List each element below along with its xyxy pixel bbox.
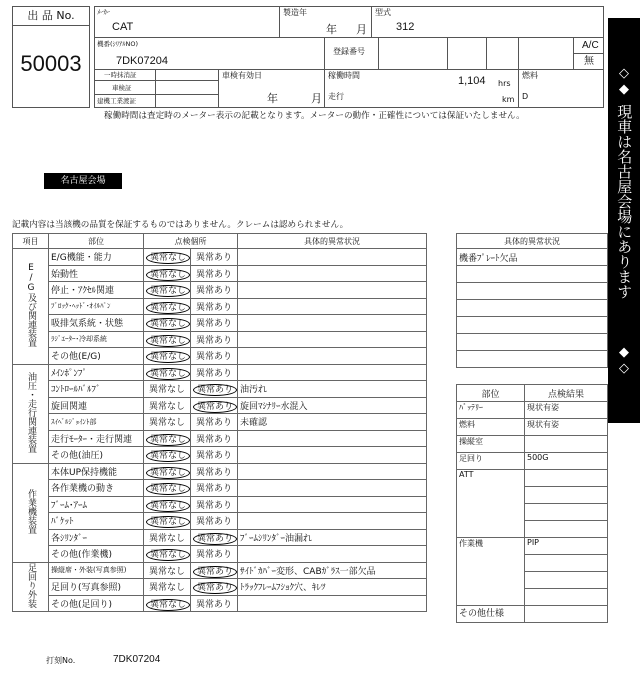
no-issue-label: 異常なし [146, 368, 190, 380]
lot-number-box [12, 6, 90, 108]
part-cell: ﾗｼﾞｴｰﾀｰ･冷却系統 [49, 331, 144, 348]
detail-cell [238, 546, 427, 563]
table-row [457, 317, 608, 334]
table-row [13, 595, 427, 612]
no-issue-label: 異常なし [146, 351, 190, 363]
issue-label: 異常あり [195, 418, 232, 429]
table-row [13, 546, 427, 563]
part-cell: 本体UP保持機能 [49, 463, 144, 480]
check-none [144, 348, 191, 365]
inspection-table [12, 233, 427, 612]
check-abnormal [191, 331, 238, 348]
extra-detail-cell [457, 317, 608, 334]
no-issue-label: 異常なし [146, 450, 190, 462]
table-row [13, 430, 427, 447]
inspection-month-unit: 月 [311, 92, 322, 105]
check-abnormal [191, 463, 238, 480]
no-issue-label: 異常なし [146, 285, 190, 297]
table-row [457, 334, 608, 351]
detail-cell [238, 496, 427, 513]
hours-label: 稼働時間 [328, 71, 360, 80]
table-row [13, 381, 427, 398]
table-row [13, 579, 427, 596]
header-check: 点検個所 [144, 234, 238, 249]
table-row [457, 300, 608, 317]
equip-part: 燃料 [457, 419, 525, 436]
category-cell [13, 364, 49, 463]
table-row [13, 397, 427, 414]
equip-header-result: 点検結果 [525, 385, 608, 402]
detail-cell [238, 249, 427, 266]
issue-label: 異常あり [195, 352, 232, 363]
no-issue-label: 異常なし [146, 318, 190, 330]
detail-cell [238, 348, 427, 365]
detail-cell: ﾄﾗｯｸﾌﾚｰﾑﾌｼｮｸ穴、ｷﾚﾂ [238, 579, 427, 596]
category-cell [13, 249, 49, 365]
table-row [457, 453, 608, 470]
registration-label: 登録番号 [333, 47, 365, 56]
table-row [13, 463, 427, 480]
diamond-open-icon: ◇ [619, 361, 629, 376]
divider [486, 37, 487, 69]
issue-label: 異常あり [195, 467, 232, 478]
table-row [457, 606, 608, 623]
issue-label: 異常あり [195, 599, 232, 610]
category-label: 足回り外装 [26, 562, 36, 608]
divider [447, 37, 448, 69]
check-none [144, 513, 191, 530]
detail-cell: 旋回ﾏｼﾅﾘｰ水混入 [238, 397, 427, 414]
check-none [144, 595, 191, 612]
divider [94, 94, 218, 95]
no-issue-label: 異常なし [146, 252, 190, 264]
part-cell: ﾌﾞﾛｯｸ･ﾍｯﾄﾞ･ｵｲﾙﾊﾟﾝ [49, 298, 144, 315]
check-none [144, 331, 191, 348]
check-none [144, 414, 191, 431]
hours-value: 1,104 [458, 75, 486, 87]
work-value: PIP [525, 538, 608, 555]
part-cell: 始動性 [49, 265, 144, 282]
table-row [13, 496, 427, 513]
divider [94, 80, 218, 81]
check-none [144, 480, 191, 497]
detail-cell [238, 331, 427, 348]
table-row [13, 265, 427, 282]
no-issue-label: 異常なし [148, 566, 185, 577]
check-abnormal [191, 315, 238, 332]
header-detail: 具体的異常状況 [238, 234, 427, 249]
header-part: 部位 [49, 234, 144, 249]
att-value [525, 521, 608, 538]
work-value [525, 572, 608, 589]
table-row [13, 315, 427, 332]
issue-label: 異常あり [195, 550, 232, 561]
divider [573, 53, 604, 54]
check-none [144, 364, 191, 381]
category-cell [13, 463, 49, 562]
issue-label: 異常あり [195, 319, 232, 330]
ac-label: A/C [582, 40, 599, 51]
travel-label: 走行 [328, 92, 344, 101]
divider [573, 37, 574, 69]
issue-label: 異常あり [193, 384, 237, 396]
detail-cell: ｻｲﾄﾞｶﾊﾞｰ変形、CABｶﾞﾗｽ一部欠品 [238, 562, 427, 579]
check-abnormal [191, 480, 238, 497]
detail-cell [238, 364, 427, 381]
check-abnormal [191, 496, 238, 513]
check-abnormal [191, 265, 238, 282]
equipment-check-table [456, 384, 608, 623]
table-row [13, 249, 427, 266]
maker-label: ﾒｰｶｰ [97, 8, 110, 16]
no-issue-label: 異常なし [148, 418, 185, 429]
divider [155, 69, 156, 108]
no-issue-label: 異常なし [146, 467, 190, 479]
check-none [144, 381, 191, 398]
divider [324, 37, 325, 108]
issue-label: 異常あり [195, 253, 232, 264]
table-row [457, 470, 608, 487]
fuel-value: D [522, 92, 529, 101]
check-none [144, 298, 191, 315]
serial-value: 7DK07204 [116, 55, 168, 67]
extra-detail-table [456, 233, 608, 368]
equip-header-part: 部位 [457, 385, 525, 402]
table-row [13, 331, 427, 348]
extra-detail-cell [457, 283, 608, 300]
part-cell: ﾌﾞｰﾑ･ｱｰﾑ [49, 496, 144, 513]
equip-part: ﾊﾞｯﾃﾘｰ [457, 402, 525, 419]
divider [94, 69, 604, 70]
other-spec-label: その他仕様 [457, 606, 525, 623]
check-none [144, 315, 191, 332]
cert-row-3: 建機工業渡証 [97, 97, 136, 105]
month-unit: 月 [356, 23, 367, 36]
table-row [13, 414, 427, 431]
no-issue-label: 異常なし [146, 599, 190, 611]
table-row [457, 436, 608, 453]
equip-part: 足回り [457, 453, 525, 470]
divider [218, 69, 219, 108]
check-none [144, 529, 191, 546]
equip-result: 500G [525, 453, 608, 470]
extra-detail-cell: 機番ﾌﾟﾚｰﾄ欠品 [457, 249, 608, 266]
part-cell: 走行ﾓｰﾀｰ・走行関連 [49, 430, 144, 447]
equip-result: 現状有姿 [525, 419, 608, 436]
check-none [144, 430, 191, 447]
fuel-label: 燃料 [522, 71, 538, 80]
no-issue-label: 異常なし [148, 385, 185, 396]
issue-label: 異常あり [195, 434, 232, 445]
check-abnormal [191, 579, 238, 596]
table-row [457, 538, 608, 555]
no-issue-label: 異常なし [148, 583, 185, 594]
detail-cell [238, 298, 427, 315]
table-row [457, 419, 608, 436]
extra-detail-cell [457, 334, 608, 351]
disclaimer: 記載内容は当該機の品質を保証するものではありません。クレームは認められません。 [12, 220, 349, 230]
table-row [13, 480, 427, 497]
divider [378, 37, 379, 69]
other-spec-value [525, 606, 608, 623]
check-abnormal [191, 282, 238, 299]
table-row [13, 282, 427, 299]
check-none [144, 282, 191, 299]
part-cell: 各作業機の動き [49, 480, 144, 497]
ac-value: 無 [584, 56, 594, 67]
detail-cell [238, 513, 427, 530]
no-issue-label: 異常なし [146, 516, 190, 528]
no-issue-label: 異常なし [146, 302, 190, 314]
part-cell: 旋回関連 [49, 397, 144, 414]
part-cell: 各ｼﾘﾝﾀﾞｰ [49, 529, 144, 546]
table-row [13, 298, 427, 315]
location-banner [608, 18, 640, 423]
issue-label: 異常あり [195, 269, 232, 280]
work-label: 作業機 [457, 538, 525, 606]
detail-cell: 未確認 [238, 414, 427, 431]
part-cell: その他(足回り) [49, 595, 144, 612]
model-value: 312 [396, 21, 415, 33]
check-abnormal [191, 414, 238, 431]
year-label: 製造年 [283, 8, 307, 17]
meter-notice: 稼働時間は査定時のメーター表示の記載となります。メーターの動作・正確性については保証いたしません。 [104, 111, 525, 121]
lot-number: 50003 [20, 51, 82, 76]
part-cell: 停止・ｱｸｾﾙ関連 [49, 282, 144, 299]
detail-cell [238, 265, 427, 282]
table-header-row [457, 385, 608, 402]
equip-part: 操縦室 [457, 436, 525, 453]
equip-result [525, 436, 608, 453]
table-header-row [457, 234, 608, 249]
no-issue-label: 異常なし [146, 483, 190, 495]
detail-cell: ﾌﾞｰﾑｼﾘﾝﾀﾞｰ油漏れ [238, 529, 427, 546]
part-cell: 操縦席・外装(写真参照) [49, 562, 144, 579]
att-value [525, 487, 608, 504]
diamond-open-icon: ◇ [619, 66, 629, 81]
table-row [13, 348, 427, 365]
part-cell: その他(油圧) [49, 447, 144, 464]
table-row [457, 402, 608, 419]
issue-label: 異常あり [193, 582, 237, 594]
part-cell: ｽｲﾍﾞﾙｼﾞｮｲﾝﾄ部 [49, 414, 144, 431]
issue-label: 異常あり [195, 500, 232, 511]
part-cell: E/G機能・能力 [49, 249, 144, 266]
cert-row-1: 一時抹消証 [104, 71, 137, 79]
inspection-year-unit: 年 [267, 92, 278, 105]
extra-detail-header: 具体的異常状況 [457, 234, 608, 249]
part-cell: ｺﾝﾄﾛｰﾙﾊﾞﾙﾌﾞ [49, 381, 144, 398]
issue-label: 異常あり [195, 451, 232, 462]
check-none [144, 463, 191, 480]
no-issue-label: 異常なし [146, 335, 190, 347]
detail-cell [238, 282, 427, 299]
category-label: E/G及び関連装置 [26, 262, 36, 347]
detail-cell [238, 430, 427, 447]
part-cell: 足回り(写真参照) [49, 579, 144, 596]
no-issue-label: 異常なし [146, 500, 190, 512]
check-abnormal [191, 447, 238, 464]
detail-cell: 油汚れ [238, 381, 427, 398]
no-issue-label: 異常なし [148, 533, 185, 544]
no-issue-label: 異常なし [148, 401, 185, 412]
work-value [525, 589, 608, 606]
part-cell: その他(E/G) [49, 348, 144, 365]
check-abnormal [191, 595, 238, 612]
inspection-date-label: 車検有効日 [222, 71, 262, 80]
issue-label: 異常あり [195, 286, 232, 297]
part-cell: その他(作業機) [49, 546, 144, 563]
no-issue-label: 異常なし [146, 434, 190, 446]
check-abnormal [191, 513, 238, 530]
issue-label: 異常あり [195, 368, 232, 379]
divider [518, 37, 519, 108]
check-abnormal [191, 546, 238, 563]
table-row [457, 283, 608, 300]
table-row [13, 447, 427, 464]
check-abnormal [191, 430, 238, 447]
detail-cell [238, 595, 427, 612]
check-abnormal [191, 381, 238, 398]
check-abnormal [191, 529, 238, 546]
table-row [13, 529, 427, 546]
check-abnormal [191, 298, 238, 315]
check-abnormal [191, 348, 238, 365]
serial-label: 機番(ｼﾘｱﾙNO) [97, 40, 139, 48]
check-abnormal [191, 364, 238, 381]
issue-label: 異常あり [195, 484, 232, 495]
table-header-row [13, 234, 427, 249]
check-abnormal [191, 562, 238, 579]
check-none [144, 249, 191, 266]
maker-value: CAT [112, 21, 134, 33]
table-row [13, 364, 427, 381]
table-row [457, 266, 608, 283]
header-item: 項目 [13, 234, 49, 249]
check-abnormal [191, 397, 238, 414]
check-none [144, 579, 191, 596]
category-label: 油圧・走行関連装置 [26, 371, 36, 453]
detail-cell [238, 463, 427, 480]
diamond-filled-icon: ◆ [619, 345, 629, 360]
lot-number-label: 出 品 No. [13, 7, 89, 26]
detail-cell [238, 447, 427, 464]
part-cell: ﾒｲﾝﾎﾟﾝﾌﾟ [49, 364, 144, 381]
part-cell: ﾊﾞｹｯﾄ [49, 513, 144, 530]
table-row [457, 351, 608, 368]
hours-unit: hrs [498, 79, 511, 88]
issue-label: 異常あり [193, 533, 237, 545]
att-value [525, 470, 608, 487]
model-label: 型式 [375, 8, 391, 17]
divider [94, 37, 604, 38]
detail-cell [238, 480, 427, 497]
check-none [144, 397, 191, 414]
part-cell: 吸排気系統・状態 [49, 315, 144, 332]
att-label: ATT [457, 470, 525, 538]
extra-detail-cell [457, 300, 608, 317]
location-label: 名古屋会場 [44, 173, 122, 189]
category-cell [13, 562, 49, 612]
no-issue-label: 異常なし [146, 269, 190, 281]
check-none [144, 265, 191, 282]
issue-label: 異常あり [193, 401, 237, 413]
banner-text: 現車は名古屋会場にあります [615, 104, 634, 299]
issue-label: 異常あり [193, 566, 237, 578]
issue-label: 異常あり [195, 335, 232, 346]
check-none [144, 496, 191, 513]
divider [371, 6, 372, 37]
table-row [457, 249, 608, 266]
extra-detail-cell [457, 266, 608, 283]
travel-unit: km [502, 95, 515, 104]
cert-row-2: 車検証 [112, 84, 132, 92]
divider [279, 6, 280, 37]
issue-label: 異常あり [195, 302, 232, 313]
extra-detail-cell [457, 351, 608, 368]
stamp-number-label: 打刻No. [46, 656, 76, 665]
check-none [144, 546, 191, 563]
no-issue-label: 異常なし [146, 549, 190, 561]
issue-label: 異常あり [195, 517, 232, 528]
category-label: 作業機装置 [26, 488, 36, 534]
detail-cell [238, 315, 427, 332]
att-value [525, 504, 608, 521]
check-none [144, 562, 191, 579]
stamp-number-value: 7DK07204 [113, 654, 161, 665]
check-abnormal [191, 249, 238, 266]
work-value [525, 555, 608, 572]
check-none [144, 447, 191, 464]
diamond-filled-icon: ◆ [619, 82, 629, 97]
table-row [13, 562, 427, 579]
year-unit: 年 [326, 23, 337, 36]
equip-result: 現状有姿 [525, 402, 608, 419]
table-row [13, 513, 427, 530]
